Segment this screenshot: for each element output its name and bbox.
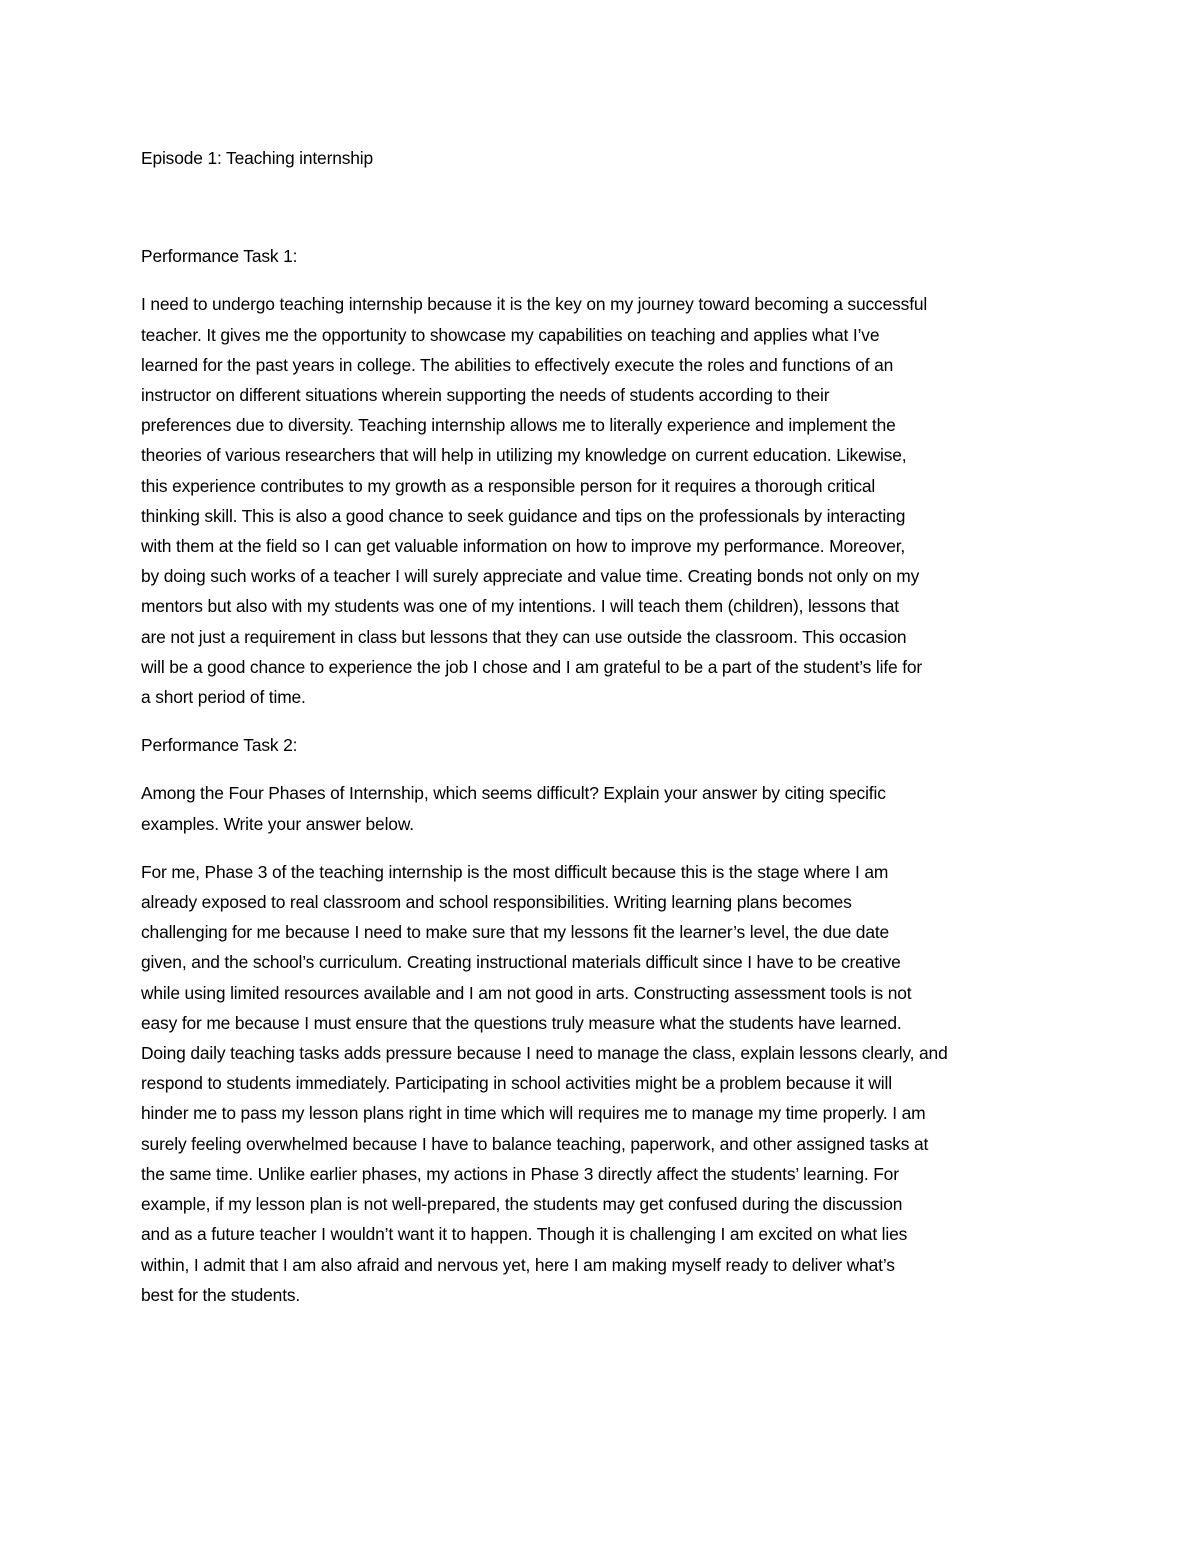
paragraph-line: by doing such works of a teacher I will surely appreciate and value time. Creating bonds not only on my (141, 566, 920, 587)
answer-line: hinder me to pass my lesson plans right in time which will requires me to manage my time properly. I am (141, 1103, 926, 1124)
answer-line: already exposed to real classroom and school responsibilities. Writing learning plans becomes (141, 892, 852, 913)
answer-line: For me, Phase 3 of the teaching internship is the most difficult because this is the stage where I am (141, 861, 889, 882)
paragraph-line: I need to undergo teaching internship because it is the key on my journey toward becoming a successful (141, 294, 928, 315)
answer-line: while using limited resources available and I am not good in arts. Constructing assessment tools is not (141, 982, 912, 1003)
paragraph-line: mentors but also with my students was one of my intentions. I will teach them (children), lessons that (141, 596, 899, 617)
paragraph-line: theories of various researchers that will help in utilizing my knowledge on current education. Likewise, (141, 445, 907, 466)
answer-line: the same time. Unlike earlier phases, my actions in Phase 3 directly affect the students’ learning. For (141, 1163, 899, 1184)
document-body (141, 143, 1061, 1328)
paragraph-line: teacher. It gives me the opportunity to showcase my capabilities on teaching and applies what I’ve (141, 324, 880, 345)
paragraph-line: thinking skill. This is also a good chance to seek guidance and tips on the professionals by interacting (141, 505, 906, 526)
document-title: Episode 1: Teaching internship (141, 148, 374, 168)
answer-line: easy for me because I must ensure that the questions truly measure what the students have learned. (141, 1012, 902, 1033)
paragraph-line: instructor on different situations wherein supporting the needs of students according to their (141, 385, 830, 406)
answer-line: respond to students immediately. Participating in school activities might be a problem because it will (141, 1073, 892, 1094)
task1-paragraph (141, 289, 1061, 712)
answer-line: surely feeling overwhelmed because I have to balance teaching, paperwork, and other assigned tasks at (141, 1133, 929, 1154)
answer-line: and as a future teacher I wouldn’t want it to happen. Though it is challenging I am excited on what lies (141, 1224, 908, 1245)
paragraph-line: preferences due to diversity. Teaching internship allows me to literally experience and implement the (141, 415, 896, 436)
answer-line: challenging for me because I need to make sure that my lessons fit the learner’s level, the due date (141, 922, 890, 943)
task1-heading: Performance Task 1: (141, 246, 298, 267)
task2-question (141, 778, 1061, 838)
answer-line: best for the students. (141, 1284, 301, 1305)
question-line: Among the Four Phases of Internship, which seems difficult? Explain your answer by citing specific (141, 783, 886, 804)
answer-line: given, and the school’s curriculum. Creating instructional materials difficult since I have to be creative (141, 952, 901, 973)
task2-answer (141, 857, 1061, 1310)
paragraph-line: this experience contributes to my growth as a responsible person for it requires a thorough critical (141, 475, 876, 496)
paragraph-line: learned for the past years in college. The abilities to effectively execute the roles and functions of an (141, 354, 894, 375)
question-line: examples. Write your answer below. (141, 813, 414, 834)
paragraph-line: with them at the field so I can get valuable information on how to improve my performance. Moreover, (141, 536, 906, 557)
answer-line: example, if my lesson plan is not well-prepared, the students may get confused during the discussion (141, 1194, 903, 1215)
paragraph-line: are not just a requirement in class but lessons that they can use outside the classroom. This occasion (141, 626, 907, 647)
answer-line: within, I admit that I am also afraid and nervous yet, here I am making myself ready to deliver what’s (141, 1254, 895, 1275)
answer-line: Doing daily teaching tasks adds pressure because I need to manage the class, explain lessons clearly, and (141, 1043, 948, 1064)
task2-heading: Performance Task 2: (141, 735, 298, 756)
paragraph-line: will be a good chance to experience the job I chose and I am grateful to be a part of the student’s life for (141, 656, 923, 677)
paragraph-line: a short period of time. (141, 687, 306, 708)
